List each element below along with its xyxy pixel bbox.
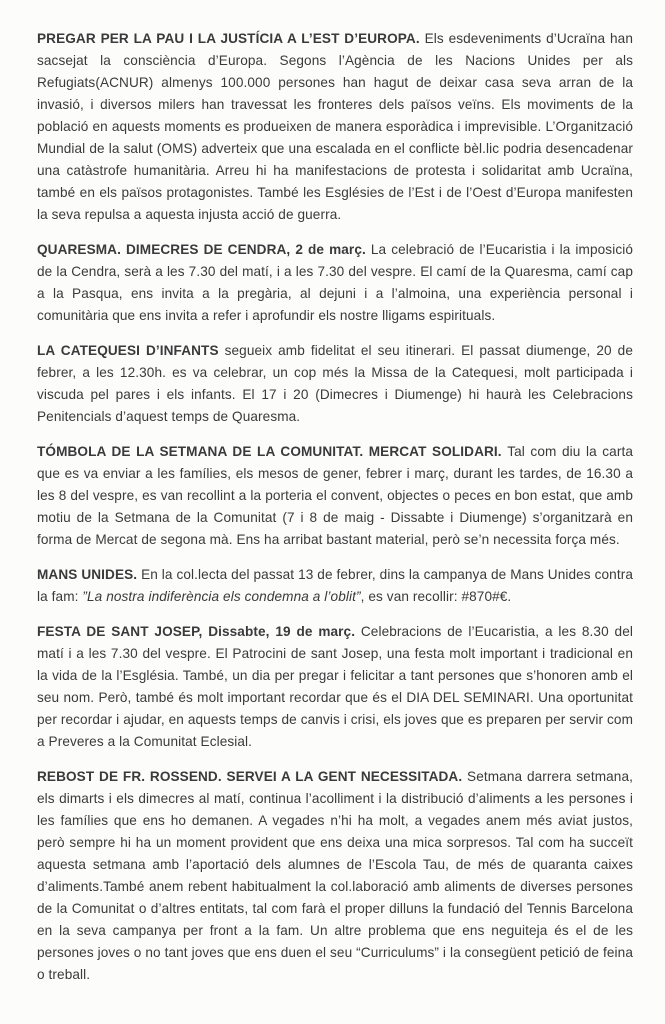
paragraph-heading: TÓMBOLA DE LA SETMANA DE LA COMUNITAT. MERCAT SOLIDARI. <box>37 444 508 459</box>
paragraph-heading: FESTA DE SANT JOSEP, Dissabte, 19 de març. <box>37 624 361 639</box>
paragraph <box>37 621 633 753</box>
paragraph-text: Tal com diu la carta que es va enviar a les famílies, els mesos de gener, febrer i març, durant les tardes, de 16.30 a les 8 del vespre, es van recollint a la porteria el convent, objectes o peces en bon estat, que amb motiu de la Setmana de la Comunitat (7 i 8 de maig - Dissabte i Diumenge) s’organitzarà en forma de Mercat de segona mà. Ens ha arribat bastant material, però se’n necessita força més. <box>37 444 633 547</box>
paragraph-text: , es van recollir: #870#€. <box>360 589 512 604</box>
paragraph-text: Els esdeveniments d’Ucraïna han sacsejat la consciència d’Europa. Segons l’Agència de les Nacions Unides per als Refugiats(ACNUR) almenys 100.000 persones han hagut de deixar casa seva arran de la invasió, i diversos milers han travessat les fronteres dels països veïns. Els moviments de la població en aquests moments es produeixen de manera esporàdica i imprevisible. L’Organització Mundial de la salut (OMS) adverteix que una escalada en el conflicte bèl.lic podria desencadenar una catàstrofe humanitària. Arreu hi ha manifestacions de protesta i solidaritat amb Ucraïna, també en els països protagonistes. També les Esglésies de l’Est i de l’Oest d’Europa manifesten la seva repulsa a aquesta injusta acció de guerra. <box>37 31 634 222</box>
paragraph <box>37 766 633 986</box>
paragraph-text: Setmana darrera setmana, els dimarts i els dimecres al matí, continua l’acolliment i la distribució d’aliments a les persones i les famílies que ens ho demanen. A vegades n’hi ha molt, a vegades anem més aviat justos, però sempre hi ha un moment provident que ens deixa una mica sorpresos. Tal com ha succeït aquesta setmana amb l’aportació dels alumnes de l’Escola Tau, de més de quaranta caixes d’aliments.També anem rebent habitualment la col.laboració amb aliments de diverses persones de la Comunitat o d’altres entitats, tal com farà el proper dilluns la fundació del Tennis Barcelona en la seva campanya per front a la fam. Un altre problema que ens neguiteja és el de les persones joves o no tant joves que ens duen el seu “Curriculums” i la consegüent petició de feina o treball. <box>37 769 633 982</box>
paragraph-heading: MANS UNIDES. <box>37 567 142 582</box>
paragraph <box>37 441 633 551</box>
paragraph-heading: LA CATEQUESI D’INFANTS <box>37 343 225 358</box>
paragraph-text: segueix amb fidelitat el seu itinerari. El passat diumenge, 20 de febrer, a les 12.30h. es va celebrar, un cop més la Missa de la Catequesi, molt participada i viscuda pel pares i els infants. El 17 i 20 (Dimecres i Diumenge) hi haurà les Celebracions Penitencials d’aquest temps de Quaresma. <box>37 343 633 424</box>
paragraph <box>37 340 633 428</box>
newsletter-body <box>37 28 633 986</box>
paragraph-quote: ”La nostra indiferència els condemna a l’oblit” <box>82 589 361 604</box>
paragraph-heading: QUARESMA. DIMECRES DE CENDRA, 2 de març. <box>37 242 371 257</box>
paragraph-text: En la col.lecta del passat 13 de febrer, dins la campanya de Mans Unides contra la fam: <box>37 567 633 604</box>
paragraph-text: Celebracions de l’Eucaristia, a les 8.30 del matí i a les 7.30 del vespre. El Patrocini de sant Josep, una festa molt important i tradicional en la vida de la l’Església. També, un dia per pregar i felicitar a tant persones que s’honoren amb el seu nom. Però, també és molt important recordar que és el DIA DEL SEMINARI. Una oportunitat per recordar i ajudar, en aquests temps de canvis i crisi, els joves que es preparen per servir com a Preveres a la Comunitat Eclesial. <box>37 624 633 749</box>
paragraph <box>37 239 633 327</box>
paragraph <box>37 28 633 226</box>
paragraph <box>37 564 633 608</box>
paragraph-heading: PREGAR PER LA PAU I LA JUSTÍCIA A L’EST D’EUROPA. <box>37 31 425 46</box>
paragraph-text: La celebració de l’Eucaristia i la imposició de la Cendra, serà a les 7.30 del matí, i a les 7.30 del vespre. El camí de la Quaresma, camí cap a la Pasqua, ens invita a la pregària, al dejuni i a l’almoina, una experiència personal i comunitària que ens invita a refer i aprofundir els nostre lligams espirituals. <box>37 242 633 323</box>
paragraph-heading: REBOST DE FR. ROSSEND. SERVEI A LA GENT NECESSITADA. <box>37 769 468 784</box>
